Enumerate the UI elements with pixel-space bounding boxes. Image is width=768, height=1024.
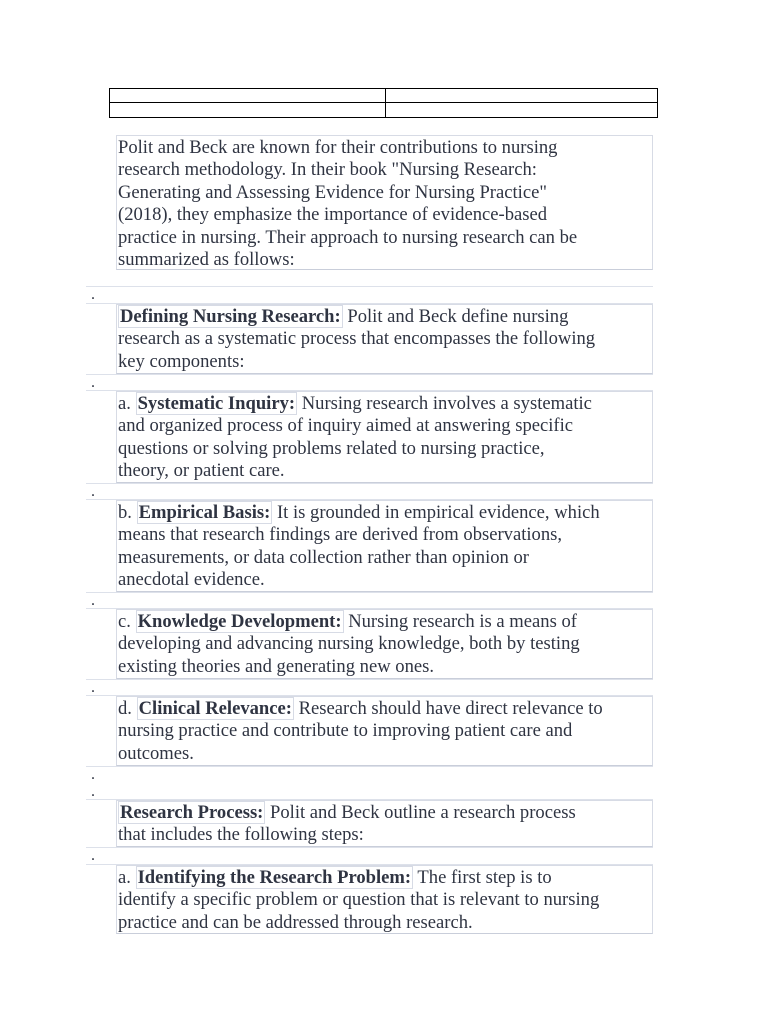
identifying-research-problem-paragraph: [116, 865, 653, 934]
research-process-label: Research Process:: [120, 802, 264, 823]
defining-label: Defining Nursing Research:: [120, 306, 341, 327]
item-line: theory, or patient care.: [118, 460, 285, 482]
defining-line: research as a systematic process that encompasses the following: [118, 328, 596, 350]
research-process-paragraph: [116, 800, 653, 847]
bullet-dot: .: [91, 847, 95, 864]
intro-line: research methodology. In their book "Nursing Research:: [118, 159, 537, 181]
defining-line: key components:: [118, 350, 245, 372]
bullet-dot: .: [91, 783, 95, 800]
item-line: questions or solving problems related to nursing practice,: [118, 437, 545, 459]
defining-text: Polit and Beck define nursing: [342, 306, 569, 327]
item-line: outcomes.: [118, 742, 194, 764]
item-prefix: a.: [118, 867, 136, 888]
intro-line: summarized as follows:: [118, 249, 295, 270]
item-line: practice and can be addressed through research.: [118, 911, 473, 933]
item-text: Nursing research is a means of: [343, 611, 577, 632]
bullet-dot: .: [91, 483, 95, 500]
identifying-research-problem-label: Identifying the Research Problem:: [137, 867, 412, 888]
clinical-relevance-label: Clinical Relevance:: [138, 698, 292, 719]
item-prefix: a.: [118, 393, 136, 414]
bullet-row: [86, 679, 653, 696]
table-row-divider: [110, 102, 657, 103]
item-line: nursing practice and contribute to improving patient care and: [118, 720, 573, 742]
bullet-row: [86, 286, 653, 304]
knowledge-development-paragraph: [116, 609, 653, 679]
item-prefix: c.: [118, 611, 136, 632]
intro-line: Polit and Beck are known for their contributions to nursing: [118, 137, 558, 158]
bullet-dot: .: [91, 766, 95, 783]
bullet-row: [86, 374, 653, 391]
bullet-dot: .: [91, 286, 95, 303]
empirical-basis-paragraph: [116, 500, 653, 592]
item-line: existing theories and generating new ones.: [118, 655, 435, 677]
item-text: It is grounded in empirical evidence, which: [272, 502, 600, 523]
bullet-dot: .: [91, 592, 95, 609]
bullet-row: [86, 847, 653, 865]
table-column-divider: [385, 89, 386, 117]
intro-paragraph: [116, 135, 653, 270]
item-line: and organized process of inquiry aimed at answering specific: [118, 415, 574, 437]
systematic-inquiry-label: Systematic Inquiry:: [137, 393, 296, 414]
item-line: measurements, or data collection rather than opinion or: [118, 546, 529, 568]
bullet-row: [86, 483, 653, 500]
item-text: The first step is to: [413, 867, 552, 888]
item-line: developing and advancing nursing knowledge, both by testing: [118, 633, 580, 655]
item-text: Nursing research involves a systematic: [297, 393, 592, 414]
intro-line: practice in nursing. Their approach to nursing research can be: [118, 226, 578, 248]
intro-line: (2018), they emphasize the importance of evidence-based: [118, 204, 548, 226]
bullet-dot: .: [91, 679, 95, 696]
empirical-basis-label: Empirical Basis:: [138, 502, 271, 523]
systematic-inquiry-paragraph: [116, 391, 653, 483]
defining-nursing-research-paragraph: [116, 304, 653, 374]
clinical-relevance-paragraph: [116, 696, 653, 766]
item-prefix: d.: [118, 698, 137, 719]
item-line: anecdotal evidence.: [118, 569, 265, 591]
item-line: that includes the following steps:: [118, 824, 364, 846]
intro-line: Generating and Assessing Evidence for Nursing Practice": [118, 181, 547, 203]
knowledge-development-label: Knowledge Development:: [137, 611, 342, 632]
bullet-row: [86, 592, 653, 609]
bullet-dot: .: [91, 374, 95, 391]
item-line: identify a specific problem or question that is relevant to nursing: [118, 889, 600, 911]
item-line: means that research findings are derived from observations,: [118, 524, 563, 546]
item-text: Research should have direct relevance to: [293, 698, 603, 719]
header-table: [109, 88, 658, 118]
item-text: Polit and Beck outline a research process: [265, 802, 576, 823]
bullet-row-double: [86, 766, 653, 800]
item-prefix: b.: [118, 502, 137, 523]
